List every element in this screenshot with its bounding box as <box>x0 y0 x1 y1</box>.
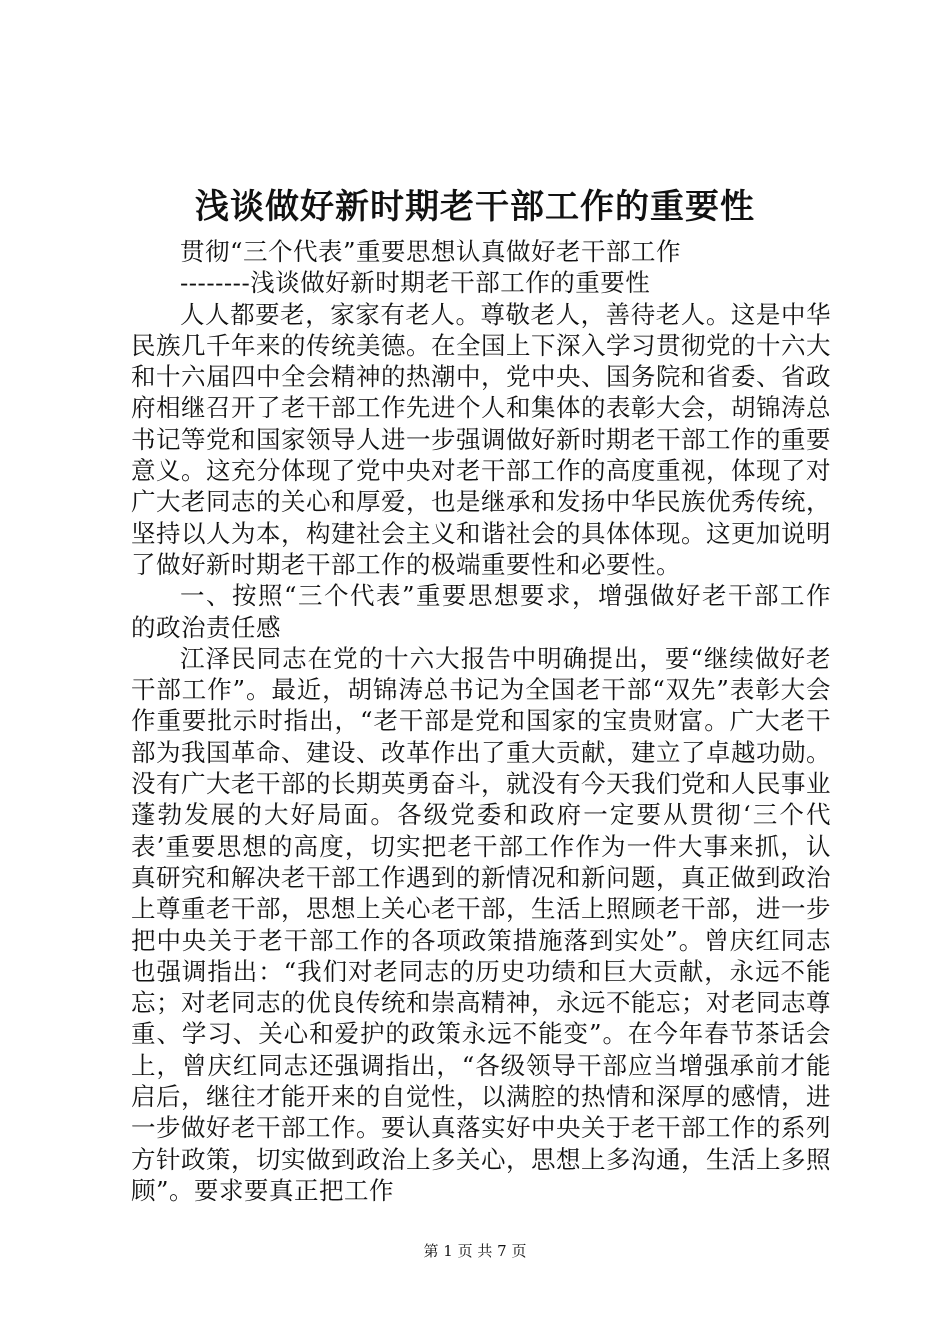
subtitle-line-1: 贯彻“三个代表”重要思想认真做好老干部工作 <box>180 237 682 266</box>
body-paragraph: 人人都要老，家家有老人。尊敬老人，善待老人。这是中华民族几千年来的传统美德。在全国上下深入学习贯彻党的十六大和十六届四中全会精神的热潮中，党中央、国务院和省委、省政府相继召开了老干部工作先进个人和集体的表彰大会，胡锦涛总书记等党和国家领导人进一步强调做好新时期老干部工作的重要意义。这充分体现了党中央对老干部工作的高度重视，体现了对广大老同志的关心和厚爱，也是继承和发扬中华民族优秀传统，坚持以人为本，构建社会主义和谐社会的具体体现。这更加说明了做好新时期老干部工作的极端重要性和必要性。 <box>131 299 831 579</box>
section-heading: 一、按照“三个代表”重要思想要求，增强做好老干部工作的政治责任感 <box>131 581 831 642</box>
body-paragraph: 江泽民同志在党的十六大报告中明确提出，要“继续做好老干部工作”。最近，胡锦涛总书记为全国老干部“双先”表彰大会作重要批示时指出，“老干部是党和国家的宝贵财富。广大老干部为我国革命、建设、改革作出了重大贡献，建立了卓越功勋。没有广大老干部的长期英勇奋斗，就没有今天我们党和人民事业蓬勃发展的大好局面。各级党委和政府一定要从贯彻‘三个代表’重要思想的高度，切实把老干部工作作为一件大事来抓，认真研究和解决老干部工作遇到的新情况和新问题，真正做到政治上尊重老干部，思想上关心老干部，生活上照顾老干部，进一步把中央关于老干部工作的各项政策措施落到实处”。曾庆红同志也强调指出：“我们对老同志的历史功绩和巨大贡献，永远不能忘；对老同志的优良传统和崇高精神，永远不能忘；对老同志尊重、学习、关心和爱护的政策永远不能变”。在今年春节茶话会上，曾庆红同志还强调指出，“各级领导干部应当增强承前才能启后，继往才能开来的自觉性，以满腔的热情和深厚的感情，进一步做好老干部工作。要认真落实好中央关于老干部工作的系列方针政策，切实做到政治上多关心，思想上多沟通，生活上多照顾”。要求要真正把工作 <box>131 643 831 1205</box>
page-footer: 第 1 页 共 7 页 <box>423 1242 527 1260</box>
document-body <box>131 236 831 1206</box>
document-title: 浅谈做好新时期老干部工作的重要性 <box>195 187 755 227</box>
subtitle-line-2: --------浅谈做好新时期老干部工作的重要性 <box>180 268 651 298</box>
